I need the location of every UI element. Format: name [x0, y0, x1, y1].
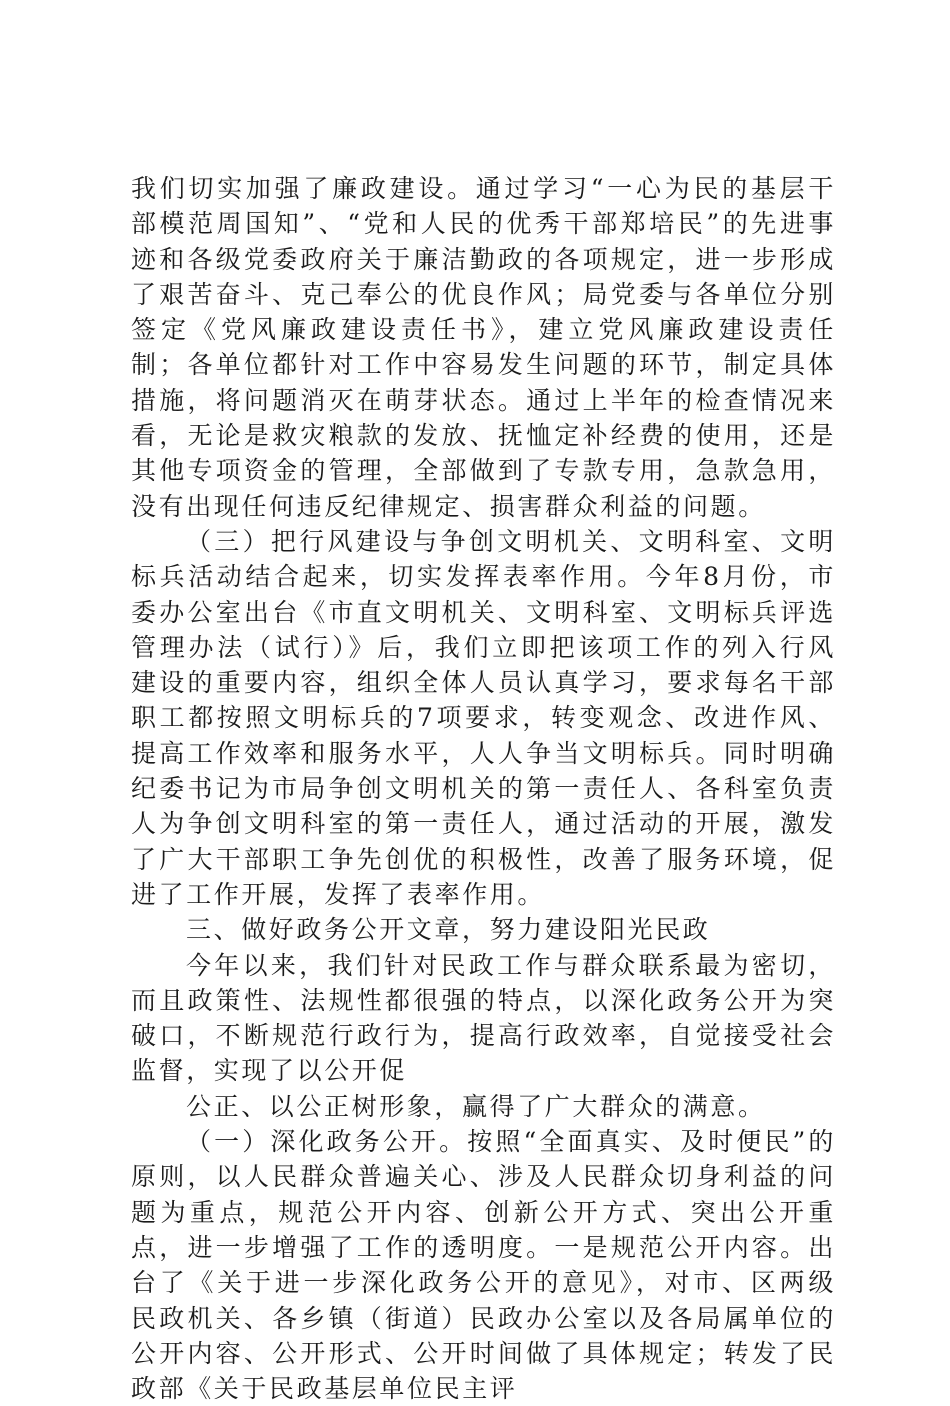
paragraph-transparency-continued: 公正、以公正树形象，赢得了广大群众的满意。	[186, 1091, 766, 1121]
document-body	[131, 171, 836, 1406]
paragraph-integrity-building: 我们切实加强了廉政建设。通过学习“一心为民的基层干部模范周国知”、“党和人民的优秀干部郑培民”的先进事迹和各级党委政府关于廉洁勤政的各项规定，进一步形成了艰苦奋斗、克己奉公的优良作风；局党委与各单位分别签定《党风廉政建设责任书》，建立党风廉政建设责任制；各单位都针对工作中容易发生问题的环节，制定具体措施，将问题消灭在萌芽状态。通过上半年的检查情况来看，无论是救灾粮款的发放、抚恤定补经费的使用，还是其他专项资金的管理，全部做到了专款专用，急款急用，没有出现任何违反纪律规定、损害群众利益的问题。	[131, 174, 836, 521]
section-heading-government-transparency: 三、做好政务公开文章，努力建设阳光民政	[186, 915, 711, 945]
paragraph-transparency-intro: 今年以来，我们针对民政工作与群众联系最为密切，而且政策性、法规性都很强的特点，以深化政务公开为突破口，不断规范行政行为，提高行政效率，自觉接受社会监督，实现了以公开促	[131, 950, 836, 1086]
paragraph-civilized-agency: （三）把行风建设与争创文明机关、文明科室、文明标兵活动结合起来，切实发挥表率作用。今年8月份，市委办公室出台《市直文明机关、文明科室、文明标兵评选管理办法（试行）》后，我们立即把该项工作的列入行风建设的重要内容，组织全体人员认真学习，要求每名干部职工都按照文明标兵的7项要求，转变观念、改进作风、提高工作效率和服务水平，人人争当文明标兵。同时明确纪委书记为市局争创文明机关的第一责任人、各科室负责人为争创文明科室的第一责任人，通过活动的开展，激发了广大干部职工争先创优的积极性，改善了服务环境，促进了工作开展，发挥了表率作用。	[131, 526, 836, 909]
paragraph-deepen-transparency: （一）深化政务公开。按照“全面真实、及时便民”的原则，以人民群众普遍关心、涉及人民群众切身利益的问题为重点，规范公开内容、创新公开方式、突出公开重点，进一步增强了工作的透明度。一是规范公开内容。出台了《关于进一步深化政务公开的意见》，对市、区两级民政机关、各乡镇（街道）民政办公室以及各局属单位的公开内容、公开形式、公开时间做了具体规定；转发了民政部《关于民政基层单位民主评	[131, 1127, 836, 1404]
